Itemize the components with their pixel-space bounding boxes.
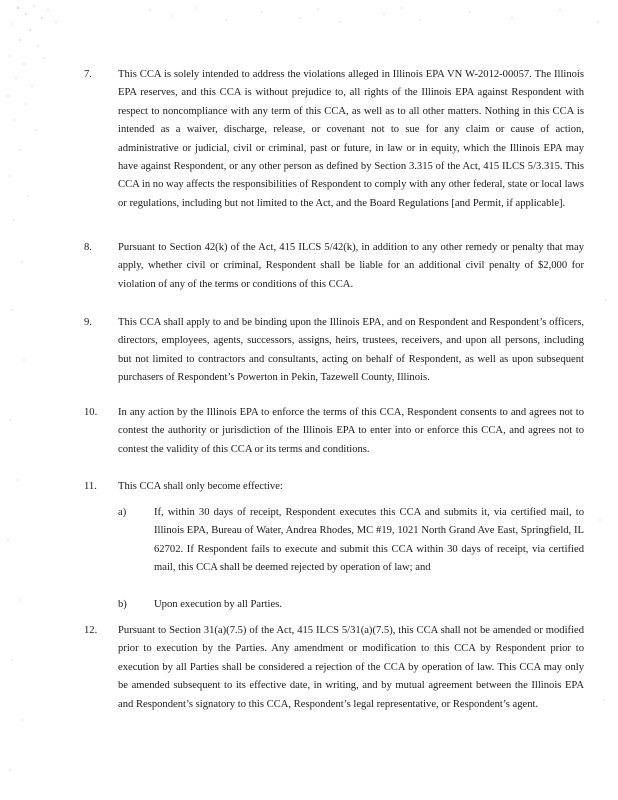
paragraph-text: Pursuant to Section 42(k) of the Act, 415 ILCS 5/42(k), in addition to any other remedy or penalty that may apply, whether civil or criminal, Respondent shall be liable for an additional civil penalty of $2,000 for violation of any of the terms or conditions of this CCA. xyxy=(118,242,584,290)
paragraph-number: 12. xyxy=(84,625,98,636)
subparagraph-b xyxy=(118,596,584,614)
subparagraph-a xyxy=(118,504,584,578)
paragraph-number: 7. xyxy=(84,69,92,80)
paragraph-text: Pursuant to Section 31(a)(7.5) of the Act, 415 ILCS 5/31(a)(7.5), this CCA shall not be amended or modified prior to execution by the Parties. Any amendment or modification to this CCA by Respondent prior to execution by all Parties shall be considered a rejection of the CCA by operation of law. This CCA may only be amended subsequent to its effective date, in writing, and by mutual agreement between the Illinois EPA and Respondent’s signatory to this CCA, Respondent’s legal representative, or Respondent’s agent. xyxy=(118,625,584,710)
paragraph-text: This CCA shall only become effective: xyxy=(118,481,283,492)
paragraph-number: 8. xyxy=(84,242,92,253)
subparagraph-text: Upon execution by all Parties. xyxy=(154,599,282,610)
paragraph-12 xyxy=(84,622,584,714)
paragraph-9 xyxy=(84,314,584,388)
paragraph-number: 11. xyxy=(84,481,97,492)
paragraph-text: In any action by the Illinois EPA to enforce the terms of this CCA, Respondent consents to and agrees not to contest the authority or jurisdiction of the Illinois EPA to enter into or enforce this CCA, and agrees not to contest the validity of this CCA or its terms and conditions. xyxy=(118,407,584,455)
subparagraph-text: If, within 30 days of receipt, Respondent executes this CCA and submits it, via certified mail, to Illinois EPA, Bureau of Water, Andrea Rhodes, MC #19, 1021 North Grand Ave East, Springfield, IL 62702. If Respondent fails to execute and submit this CCA within 30 days of receipt, via certified mail, this CCA shall be deemed rejected by operation of law; and xyxy=(154,507,584,574)
paragraph-text: This CCA is solely intended to address the violations alleged in Illinois EPA VN W-2012-00057. The Illinois EPA reserves, and this CCA is without prejudice to, all rights of the Illinois EPA against Respondent with respect to noncompliance with any term of this CCA, as well as to all other matters. Nothing in this CCA is intended as a waiver, discharge, release, or covenant not to sue for any claim or cause of action, administrative or judicial, civil or criminal, past or future, in law or in equity, which the Illinois EPA may have against Respondent, or any other person as defined by Section 3.315 of the Act, 415 ILCS 5/3.315. This CCA in no way affects the responsibilities of Respondent to comply with any other federal, state or local laws or regulations, including but not limited to the Act, and the Board Regulations [and Permit, if applicable]. xyxy=(118,69,584,209)
paragraph-7 xyxy=(84,66,584,213)
paragraph-number: 10. xyxy=(84,407,98,418)
paragraph-10 xyxy=(84,404,584,459)
paragraph-8 xyxy=(84,239,584,294)
subparagraph-letter: b) xyxy=(118,599,127,610)
subparagraph-letter: a) xyxy=(118,507,127,518)
paragraph-number: 9. xyxy=(84,317,92,328)
paragraph-text: This CCA shall apply to and be binding upon the Illinois EPA, and on Respondent and Respondent’s officers, directors, employees, agents, successors, assigns, heirs, trustees, receivers, and upon all persons, including but not limited to contractors and consultants, acting on behalf of Respondent, as well as upon subsequent purchasers of Respondent’s Powerton in Pekin, Tazewell County, Illinois. xyxy=(118,317,584,384)
paragraph-11 xyxy=(84,478,584,496)
